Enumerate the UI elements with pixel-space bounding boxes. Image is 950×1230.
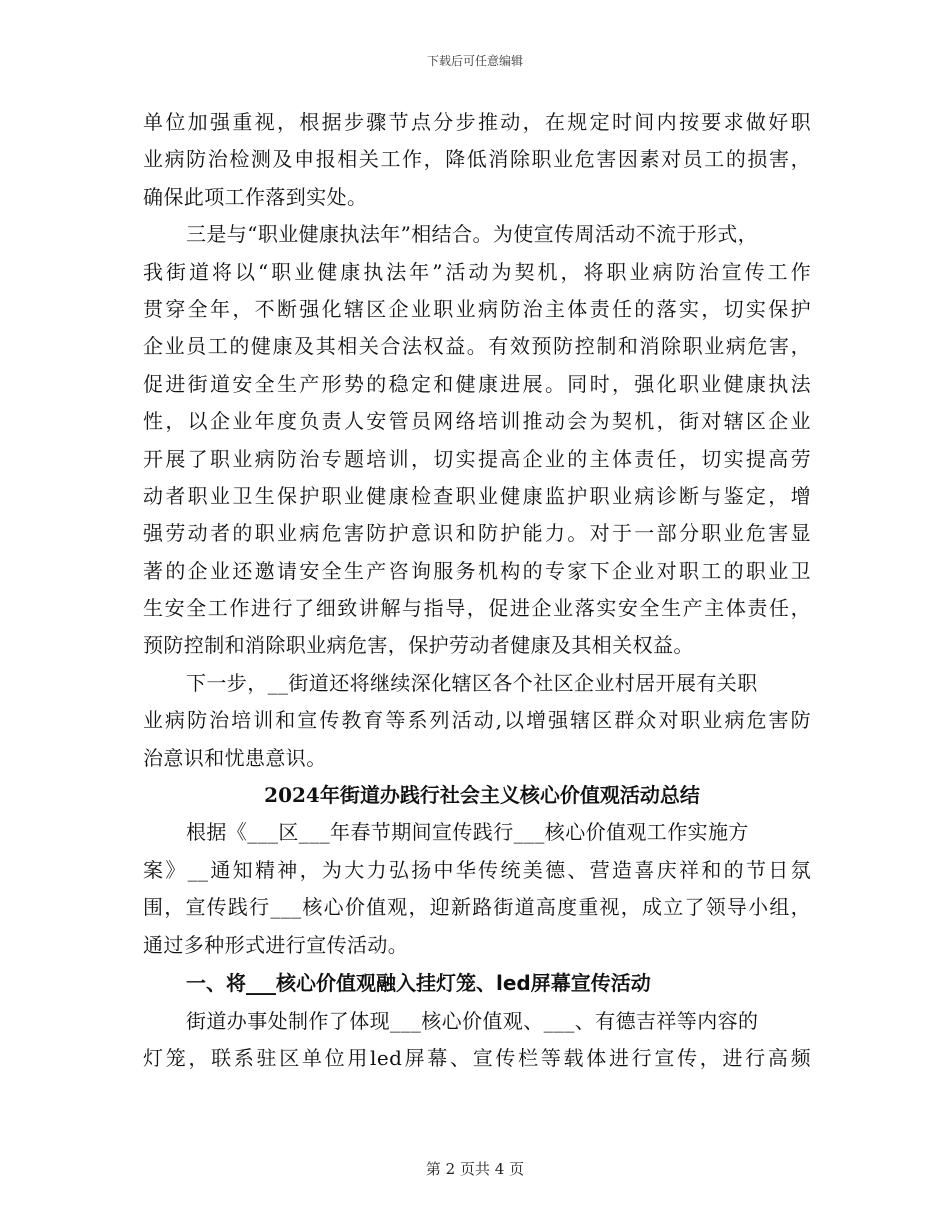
section-title: 2024年街道办践行社会主义核心价值观活动总结 [264,783,700,808]
header-note: 下载后可任意编辑 [426,54,523,68]
page-number: 第 2 页共 4 页 [425,1160,525,1178]
text-line: 预防控制和消除职业病危害，保护劳动者健康及其相关权益。 [143,633,694,658]
text-line: 单位加强重视，根据步骤节点分步推动，在规定时间内按要求做好职 [143,110,811,134]
text-line: 性，以企业年度负责人安管员网络培训推动会为契机，街对辖区企业 [143,409,811,434]
text-line: 业病防治检测及申报相关工作，降低消除职业危害因素对员工的损害， [143,147,811,172]
text-line: 业病防治培训和宣传教育等系列活动,以增强辖区群众对职业病危害防 [143,708,811,733]
text-line: 促进街道安全生产形势的稳定和健康进展。同时，强化职业健康执法 [143,371,811,396]
text-line: 案》__通知精神，为大力弘扬中华传统美德、营造喜庆祥和的节日氛 [143,857,811,882]
text-line: 开展了职业病防治专题培训，切实提高企业的主体责任，切实提高劳 [143,446,811,471]
text-line: 围，宣传践行___核心价值观，迎新路街道高度重视，成立了领导小组， [143,895,811,920]
text-line: 生安全工作进行了细致讲解与指导，促进企业落实安全生产主体责任， [143,596,811,621]
text-line: 街道办事处制作了体现___核心价值观、___、有德吉祥等内容的 [186,1008,759,1033]
text-line: 三是与“职业健康执法年”相结合。为使宣传周活动不流于形式， [186,222,759,247]
text-line: 治意识和忧患意识。 [143,745,327,770]
text-line: 通过多种形式进行宣传活动。 [143,932,409,957]
text-line: 确保此项工作落到实处。 [143,184,368,209]
text-line: 我街道将以“职业健康执法年”活动为契机，将职业病防治宣传工作 [143,259,811,284]
text-line: 灯笼，联系驻区单位用led屏幕、宣传栏等载体进行宣传，进行高频 [143,1046,811,1071]
text-line: 根据《___区___年春节期间宣传践行___核心价值观工作实施方 [186,820,749,845]
text-line: 下一步，__街道还将继续深化辖区各个社区企业村居开展有关职 [186,670,758,695]
text-line: 著的企业还邀请安全生产咨询服务机构的专家下企业对职工的职业卫 [143,558,811,583]
text-line: 贯穿全年，不断强化辖区企业职业病防治主体责任的落实，切实保护 [143,296,811,321]
section-heading: 一、将___核心价值观融入挂灯笼、led屏幕宣传活动 [186,970,651,995]
text-line: 动者职业卫生保护职业健康检查职业健康监护职业病诊断与鉴定，增 [143,483,811,508]
text-line: 企业员工的健康及其相关合法权益。有效预防控制和消除职业病危害， [143,334,811,359]
text-line: 强劳动者的职业病危害防护意识和防护能力。对于一部分职业危害显 [143,521,811,546]
document-body [143,104,811,1078]
